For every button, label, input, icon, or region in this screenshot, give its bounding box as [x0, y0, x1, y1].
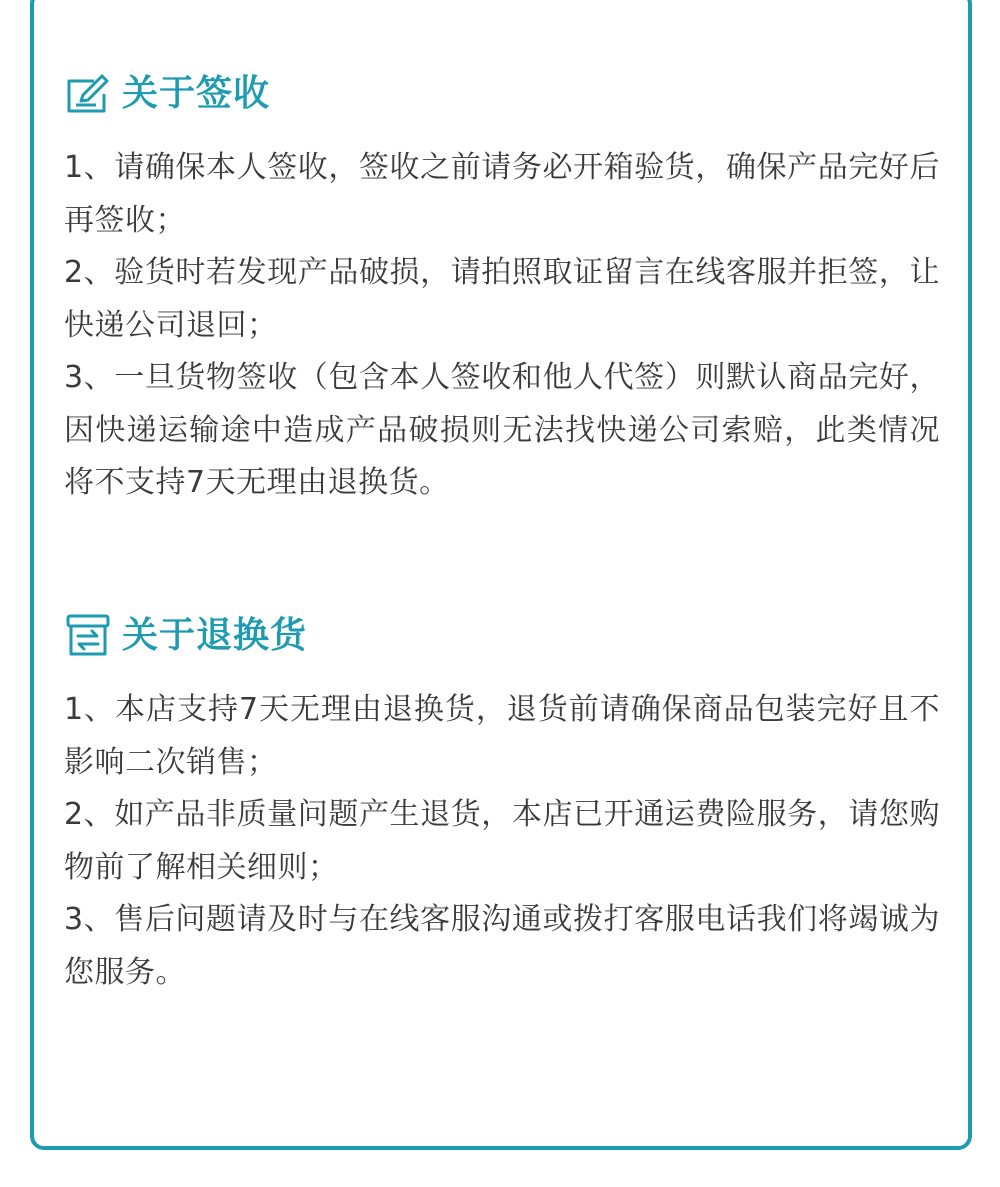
- sign-items: [64, 142, 940, 510]
- sign-item-1: 1、请确保本人签收，签收之前请务必开箱验货，确保产品完好后再签收；: [64, 150, 940, 238]
- returns-title: 关于退换货: [122, 615, 308, 656]
- returns-item-1: 1、本店支持7天无理由退换货，退货前请确保商品包装完好且不影响二次销售；: [64, 692, 940, 780]
- sign-item-3: 3、一旦货物签收（包含本人签收和他人代签）则默认商品完好，因快递运输途中造成产品破损则无法找快递公司索赔，此类情况将不支持7天无理由退换货。: [64, 360, 940, 500]
- edit-note-icon: [64, 70, 112, 118]
- exchange-box-icon: [64, 612, 112, 660]
- returns-section: [64, 612, 940, 999]
- sign-item-2: 2、验货时若发现产品破损，请拍照取证留言在线客服并拒签，让快递公司退回；: [64, 255, 940, 343]
- sign-title: 关于签收: [122, 73, 271, 114]
- sign-section: [64, 70, 940, 510]
- returns-item-3: 3、售后问题请及时与在线客服沟通或拨打客服电话我们将竭诚为您服务。: [64, 902, 940, 990]
- returns-item-2: 2、如产品非质量问题产生退货，本店已开通运费险服务，请您购物前了解相关细则；: [64, 797, 940, 885]
- returns-items: [64, 684, 940, 999]
- returns-heading: [64, 612, 940, 660]
- sign-heading: [64, 70, 940, 118]
